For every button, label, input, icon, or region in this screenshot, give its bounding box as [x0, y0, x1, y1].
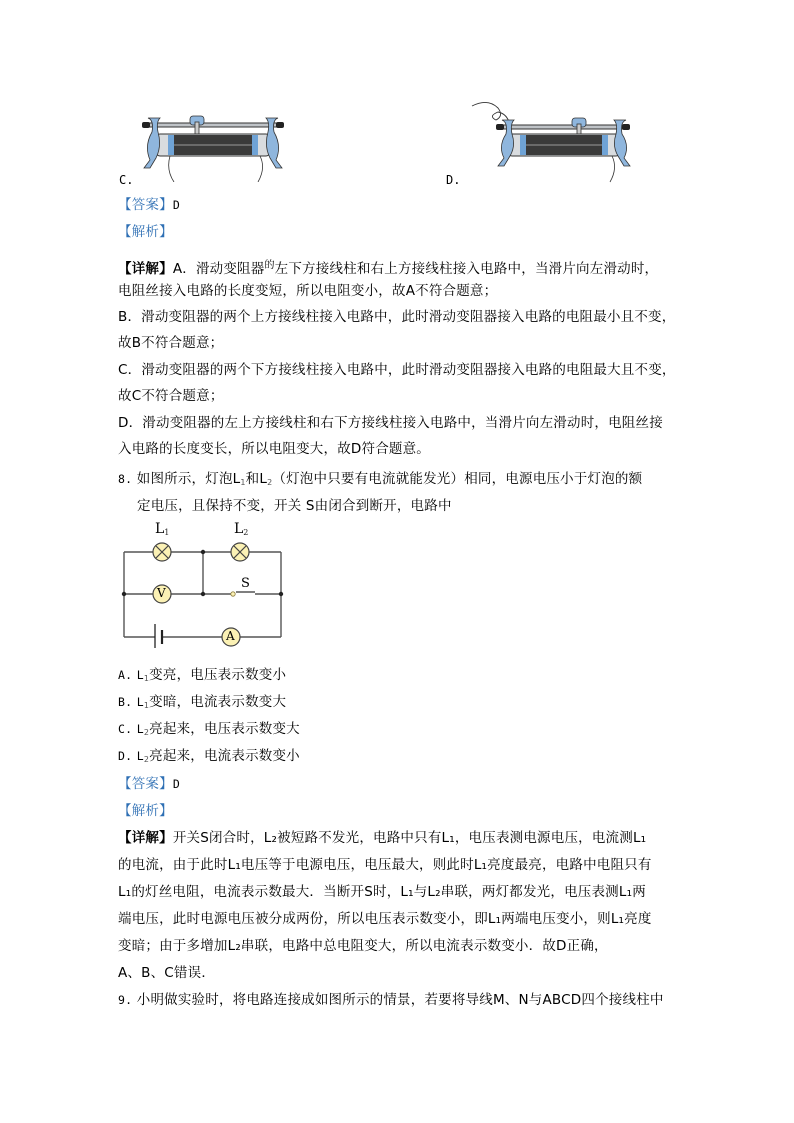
q7-answer-line	[118, 196, 180, 214]
q7-detail-line-0: 【详解】A．滑动变阻器$^的$左下方接线柱和右上方接线柱接入电路中，当滑片向左滑动时，	[118, 260, 659, 277]
q7-detail-line-7: 入电路的长度变长，所以电阻变大，故D符合题意。	[118, 441, 430, 457]
q8-detail-line-5: A、B、C错误．	[118, 965, 216, 981]
circuit-diagram	[115, 518, 295, 648]
detail-tag: 【详解】	[118, 830, 173, 846]
q8-option-d: D. $L_2$亮起来，电流表示数变小	[118, 748, 300, 764]
analysis-tag: 【解析】	[118, 224, 173, 240]
q8-detail-line-1: 的电流，由于此时L₁电压等于电源电压，电压最大，则此时L₁亮度最亮，电路中电阻只有	[118, 857, 652, 873]
analysis-tag: 【解析】	[118, 803, 173, 819]
q8-number: 8.	[118, 472, 133, 486]
q8-option-a: A. $L_1$变亮，电压表示数变小	[118, 667, 287, 683]
rheostat-figure-c	[138, 110, 288, 182]
q8-option-b: B. $L_1$变暗，电流表示数变大	[118, 694, 287, 710]
q7-detail-line-4: C．滑动变阻器的两个下方接线柱接入电路中，此时滑动变阻器接入电路的电阻最大且不变，	[118, 362, 676, 378]
q8-option-c: C. $L_2$亮起来，电压表示数变大	[118, 721, 300, 737]
answer-tag: 【答案】	[118, 197, 173, 213]
q9-stem-line-1: 9. 小明做实验时，将电路连接成如图所示的情景，若要将导线M、N与ABCD四个接线柱中	[118, 992, 664, 1008]
answer-value: D	[172, 777, 180, 791]
q7-detail-line-3: 故B不符合题意；	[118, 335, 224, 351]
q8-stem-line-2: 定电压，且保持不变，开关 S由闭合到断开，电路中	[137, 498, 452, 514]
rheostat-c-icon	[142, 116, 284, 182]
answer-value: D	[172, 198, 180, 212]
detail-tag: 【详解】	[118, 261, 173, 277]
q8-answer-line	[118, 775, 180, 793]
lamp-l2-icon	[231, 543, 249, 561]
voltmeter-label: V	[157, 586, 166, 600]
lamp-l1-icon	[153, 543, 171, 561]
q8-detail-line-3: 端电压，此时电源电压被分成两份，所以电压表示数变小，即L₁两端电压变小，则L₁亮度	[118, 911, 652, 927]
q8-detail-line-4: 变暗；由于多增加L₂串联，电路中总电阻变大，所以电流表示数变小．故D正确，	[118, 938, 608, 954]
q9-number: 9.	[118, 993, 133, 1007]
option-c-label: C.	[119, 173, 134, 187]
q7-detail-line-5: 故C不符合题意；	[118, 388, 224, 404]
ammeter-label: A	[226, 629, 235, 643]
q7-detail-line-1: 电阻丝接入电路的长度变短，所以电阻变小，故A不符合题意；	[118, 283, 498, 299]
q7-analysis-tag	[118, 223, 173, 241]
switch-label: S	[241, 576, 250, 591]
q8-detail-line-0: 【详解】开关S闭合时，L₂被短路不发光，电路中只有L₁，电压表测电源电压，电流测L₁	[118, 830, 647, 846]
q8-analysis-tag	[118, 802, 173, 820]
option-d-label: D.	[446, 173, 461, 187]
rheostat-figure-d	[468, 96, 638, 184]
lamp-l2-label: $L_2$	[234, 521, 249, 537]
q7-detail-line-2: B．滑动变阻器的两个上方接线柱接入电路中，此时滑动变阻器接入电路的电阻最小且不变，	[118, 309, 676, 325]
q8-stem-line-1: 8. 如图所示，灯泡$L_1$和$L_2$（灯泡中只要有电流就能发光）相同，电源电压小于灯泡的额	[118, 471, 643, 487]
q7-detail-line-6: D．滑动变阻器的左上方接线柱和右下方接线柱接入电路中，当滑片向左滑动时，电阻丝接	[118, 415, 663, 431]
lamp-l1-label: $L_1$	[155, 521, 170, 537]
answer-tag: 【答案】	[118, 776, 173, 792]
q8-detail-line-2: L₁的灯丝电阻，电流表示数最大．当断开S时，L₁与L₂串联，两灯都发光，电压表测L₁两	[118, 884, 646, 900]
rheostat-d-icon	[472, 102, 630, 182]
